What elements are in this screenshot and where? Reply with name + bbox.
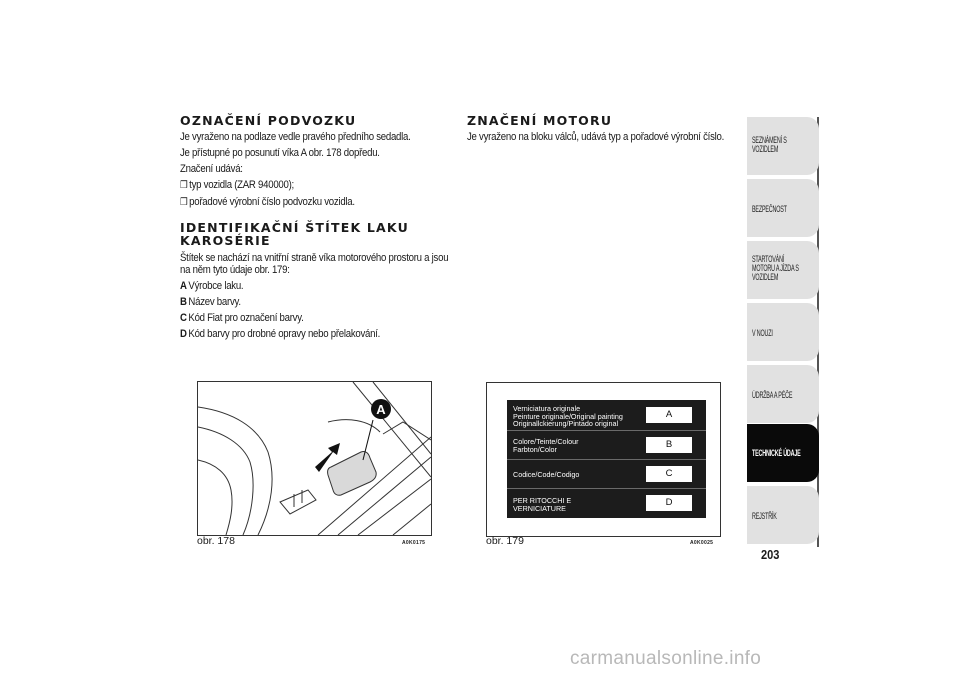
plate-row-d <box>507 489 706 518</box>
tab-label: MOTORU A JÍZDA S <box>752 263 799 273</box>
figure-178-caption: obr. 178 <box>197 535 235 547</box>
paint-plate-heading-line1: IDENTIFIKAČNÍ ŠTÍTEK LAKU <box>180 220 409 235</box>
plate-text: Codice/Code/Codigo <box>513 470 580 479</box>
figure-179-caption: obr. 179 <box>486 535 524 547</box>
item-key: D <box>180 328 187 340</box>
plate-text: Peinture originale/Original painting <box>513 411 623 421</box>
tab-label: TECHNICKÉ ÚDAJE <box>752 448 801 458</box>
tab-label: BEZPEČNOST <box>752 204 787 214</box>
tab-startovani[interactable] <box>747 241 819 299</box>
tab-bezpecnost[interactable] <box>747 179 819 237</box>
callout-a-label: A <box>376 402 386 417</box>
figure-179-code: A0K0025 <box>690 540 714 546</box>
paint-item-d <box>180 328 412 340</box>
paint-label-plate <box>507 400 706 518</box>
item-text: Kód barvy pro drobné opravy nebo přelakování. <box>188 328 381 340</box>
chassis-paragraph-1: Je vyraženo na podlaze vedle pravého předního sedadla. <box>180 131 411 143</box>
tab-udrzba[interactable] <box>747 365 819 423</box>
tab-label: V NOUZI <box>752 328 773 338</box>
plate-text: Colore/Teinte/Colour <box>513 437 579 446</box>
plate-text: Farbton/Color <box>513 444 557 454</box>
paint-item-c <box>180 312 412 324</box>
figure-178 <box>197 381 432 536</box>
plate-row-c <box>507 460 706 489</box>
tab-label: STARTOVÁNÍ <box>752 254 785 264</box>
watermark: carmanualsonline.info <box>570 648 762 669</box>
bullet-icon: ❒ <box>180 180 188 191</box>
item-text: Výrobce laku. <box>188 280 244 292</box>
chassis-bullet-2 <box>180 196 412 209</box>
figure-178-code: A0K0175 <box>402 540 426 546</box>
tab-label: VOZIDLEM <box>752 144 779 154</box>
paint-item-b <box>180 296 412 308</box>
paint-plate-paragraph: Štítek se nachází na vnitřní straně víka motorového prostoru a jsou na něm tyto údaje obr. 179: <box>180 252 449 276</box>
tab-seznameni[interactable] <box>747 117 819 175</box>
tab-label: REJSTŘÍK <box>752 511 777 521</box>
chassis-paragraph-3: Značení udává: <box>180 163 243 175</box>
plate-row-b <box>507 431 706 460</box>
right-column <box>467 114 737 143</box>
plate-text: VERNICIATURE <box>513 503 566 513</box>
page-number: 203 <box>761 547 780 562</box>
item-key: A <box>180 280 187 292</box>
plate-text: PER RITOCCHI E <box>513 496 572 505</box>
paint-plate-heading <box>180 221 450 247</box>
item-key: B <box>180 296 187 308</box>
chassis-paragraph-2: Je přístupné po posunutí víka A obr. 178 dopředu. <box>180 147 380 159</box>
figure-179 <box>486 382 721 537</box>
tab-label: VOZIDLEM <box>752 272 779 282</box>
tab-rejstrik[interactable] <box>747 486 819 544</box>
item-text: Kód Fiat pro označení barvy. <box>188 312 304 324</box>
bullet-text: pořadové výrobní číslo podvozku vozidla. <box>189 196 355 208</box>
bullet-text: typ vozidla (ZAR 940000); <box>189 179 294 191</box>
plate-text: Originallckierung/Pintado original <box>513 419 619 429</box>
tab-v-nouzi[interactable] <box>747 303 819 361</box>
chassis-bullet-1 <box>180 179 412 192</box>
plate-box-d: D <box>646 495 692 511</box>
plate-box-b: B <box>646 437 692 453</box>
plate-box-c: C <box>646 466 692 482</box>
paint-plate-heading-line2: KAROSÉRIE <box>180 233 271 248</box>
left-column <box>180 114 450 340</box>
chassis-marking-heading: OZNAČENÍ PODVOZKU <box>180 113 357 128</box>
tab-technicke-udaje[interactable] <box>747 424 819 482</box>
item-text: Název barvy. <box>188 296 241 308</box>
chassis-illustration <box>198 382 431 535</box>
plate-box-a: A <box>646 407 692 423</box>
bullet-icon: ❒ <box>180 197 188 208</box>
engine-marking-heading: ZNAČENÍ MOTORU <box>467 113 613 128</box>
engine-paragraph: Je vyraženo na bloku válců, udává typ a pořadové výrobní číslo. <box>467 131 725 143</box>
paint-item-a <box>180 280 412 292</box>
tab-label: ÚDRŽBA A PÉČE <box>752 390 793 400</box>
plate-row-a <box>507 400 706 431</box>
item-key: C <box>180 312 187 324</box>
tab-label: SEZNÁMENÍ S <box>752 135 787 145</box>
plate-text: Verniciatura originale <box>513 404 581 413</box>
